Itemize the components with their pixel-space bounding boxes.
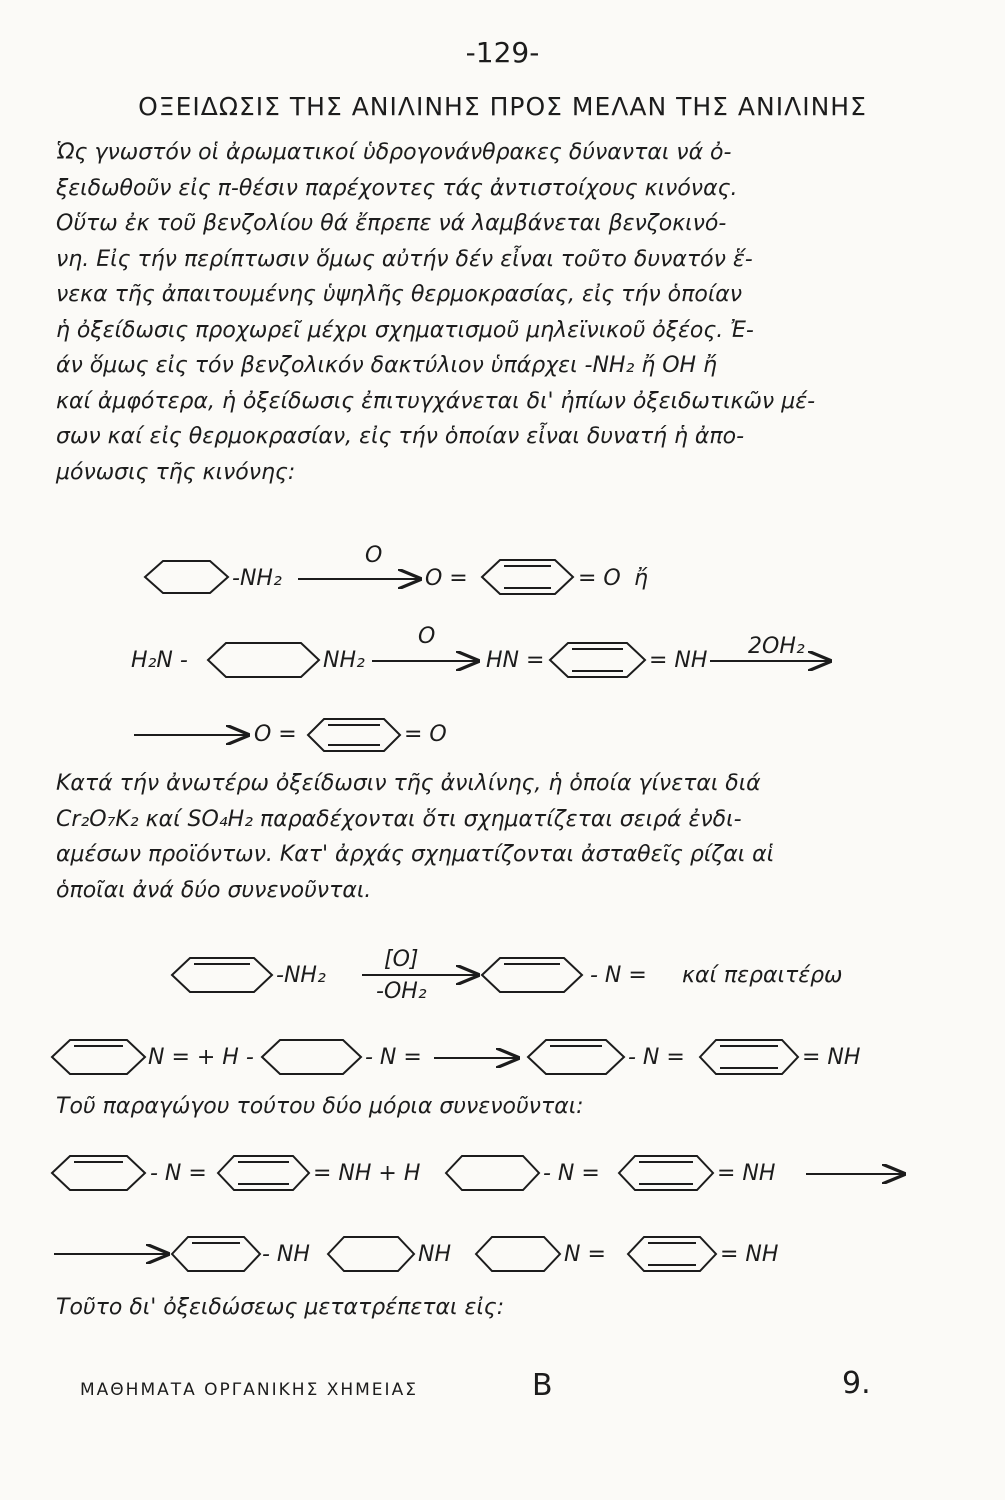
reagent2-label: 2OH₂: [748, 634, 805, 659]
final-left-label: O =: [254, 722, 297, 747]
end-label: = NH: [717, 1161, 776, 1186]
reagent-label: O: [418, 624, 436, 649]
text-line: νεκα τῆς ἀπαιτουμένης ὑψηλῆς θερμοκρασίας, εἰς τήν ὁποίαν: [56, 282, 743, 307]
text-line: μόνωσις τῆς κινόνης:: [56, 459, 296, 485]
text-line: άν ὅμως εἰς τόν βενζολικόν δακτύλιον ὑπάρχει -NH₂ ἤ OH ἤ: [56, 353, 717, 378]
link-label: - N =: [543, 1161, 600, 1186]
text-line: σων καί εἰς θερμοκρασίαν, εἰς τήν ὁποίαν εἶναι δυνατή ἡ ἀπο-: [56, 424, 745, 449]
reaction-4: [52, 1040, 860, 1074]
footer-subject: ΜΑΘΗΜΑΤΑ ΟΡΓΑΝΙΚΗΣ ΧΗΜΕΙΑΣ: [80, 1380, 418, 1400]
substituent-label: -NH₂: [232, 566, 282, 591]
reaction-6: [54, 1237, 778, 1271]
page-title: ΟΞΕΙΔΩΣΙΣ ΤΗΣ ΑΝΙΛΙΝΗΣ ΠΡΟΣ ΜΕΛΑΝ ΤΗΣ ΑΝΙΛΙΝΗΣ: [138, 92, 867, 121]
end-label: = NH: [720, 1242, 779, 1267]
footer-part: Β: [532, 1368, 553, 1403]
text-line: ὁποῖαι ἀνά δύο συνενοῦνται.: [56, 877, 372, 903]
benzene-ring-icon: [328, 1237, 414, 1271]
text-line: Κατά τήν ἀνωτέρω ὀξείδωσιν τῆς ἀνιλίνης, ἡ ὁποία γίνεται διά: [56, 771, 761, 796]
text-line: καί ἀμφότερα, ἡ ὀξείδωσις ἐπιτυγχάνεται δι' ἠπίων ὀξειδωτικῶν μέ-: [56, 388, 816, 414]
text-line: Τοῦτο δι' ὀξειδώσεως μετατρέπεται εἰς:: [56, 1295, 505, 1320]
footer-sheet-number: 9.: [842, 1366, 871, 1401]
benzene-ring-icon: [446, 1156, 539, 1190]
text-line: νη. Εἰς τήν περίπτωσιν ὅμως αὐτήν δέν εἶναι τοῦτο δυνατόν ἕ-: [56, 246, 753, 272]
text-line: ξειδωθοῦν εἰς π-θέσιν παρέχοντες τάς ἀντιστοίχους κινόνας.: [56, 175, 738, 201]
reagent-top-label: [O]: [384, 947, 419, 972]
product-left-label: HN =: [486, 648, 545, 673]
link-label: - N =: [150, 1161, 207, 1186]
continuation-label: καί περαιτέρω: [682, 963, 843, 988]
link-label: NH: [418, 1242, 451, 1267]
product-left-label: O =: [425, 566, 468, 591]
reaction-1: [145, 543, 648, 594]
link-label: - NH: [262, 1242, 310, 1267]
note-label: ἤ: [634, 566, 648, 591]
quinone-ring-icon: [308, 719, 400, 751]
substituent-label: -NH₂: [276, 963, 326, 988]
reagent-label: O: [365, 543, 383, 568]
page-number: -129-: [465, 36, 540, 69]
benzene-ring-icon: [262, 1040, 361, 1074]
benzene-ring-icon: [145, 561, 228, 593]
text-line: Οὕτω ἐκ τοῦ βενζολίου θά ἔπρεπε νά λαμβάνεται βενζοκινό-: [56, 211, 727, 236]
link-label: N =: [564, 1242, 606, 1267]
text-line: αμέσων προϊόντων. Κατ' ἀρχάς σχηματίζονται ἀσταθεῖς ρίζαι αἱ: [56, 842, 775, 867]
text-line: Ὡς γνωστόν οἱ ἀρωματικοί ὑδρογονάνθρακες δύνανται νά ὀ-: [56, 140, 732, 165]
text-line: Τοῦ παραγώγου τούτου δύο μόρια συνενοῦνται:: [56, 1094, 584, 1119]
reagent-bottom-label: -OH₂: [376, 979, 427, 1004]
radical-label: - N =: [365, 1045, 422, 1070]
product-label: - N =: [590, 963, 647, 988]
end-label: = NH: [802, 1045, 861, 1070]
reaction-2: [131, 624, 830, 751]
reaction-5: [52, 1156, 904, 1190]
benzene-ring-icon: [476, 1237, 560, 1271]
product-right-label: = NH: [649, 648, 708, 673]
reactant-right-label: NH₂: [323, 648, 365, 673]
final-right-label: = O: [404, 722, 447, 747]
product-right-label: = O: [578, 566, 621, 591]
benzene-ring-icon: [208, 643, 319, 677]
radical-label: N = + H -: [148, 1045, 254, 1070]
text-line: Cr₂O₇K₂ καί SO₄H₂ παραδέχονται ὅτι σχηματίζεται σειρά ἐνδι-: [56, 806, 742, 832]
text-line: ἡ ὀξείδωσις προχωρεῖ μέχρι σχηματισμοῦ μηλεϊνικοῦ ὀξέος. Ἐ-: [56, 317, 754, 343]
link-label: - N =: [628, 1045, 685, 1070]
reaction-3: [172, 947, 842, 1004]
reactant-left-label: H₂N -: [131, 648, 188, 673]
link-label: = NH + H: [313, 1161, 421, 1186]
